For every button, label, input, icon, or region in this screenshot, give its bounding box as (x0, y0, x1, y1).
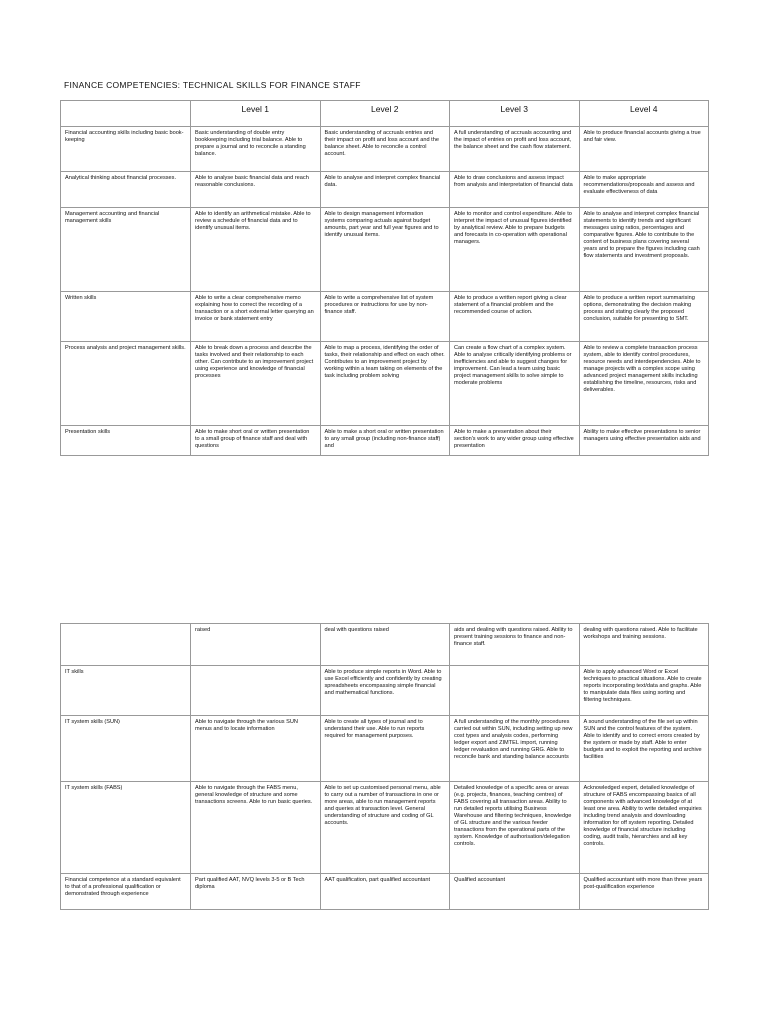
level-2-cell: Able to design management information systems comparing actuals against budget amounts, part year and full year figures and to identify unusual items. (320, 208, 450, 292)
skill-name: Written skills (61, 292, 191, 342)
document-title: FINANCE COMPETENCIES: TECHNICAL SKILLS FOR FINANCE STAFF (64, 80, 361, 90)
level-2-cell: Able to analyse and interpret complex financial data. (320, 172, 450, 208)
level-2-cell: Able to create all types of journal and to understand their use. Able to run reports required for management purposes. (320, 716, 450, 782)
level-3-cell: A full understanding of accruals accounting and the impact of entries on profit and loss account, the balance sheet and the cash flow statement. (450, 127, 580, 172)
level-1-cell: Able to write a clear comprehensive memo explaining how to correct the recording of a transaction or a short external letter querying an invoice or bank statement entry (191, 292, 321, 342)
level-4-cell: Qualified accountant with more than three years post-qualification experience (579, 874, 709, 910)
skill-name: Analytical thinking about financial processes. (61, 172, 191, 208)
level-2-cell: Able to write a comprehensive list of system procedures or instructions for use by non-finance staff. (320, 292, 450, 342)
level-1-cell: Able to break down a process and describe the tasks involved and their relationship to each other. Can contribute to an improvement project using experience and knowledge of financial processes (191, 342, 321, 426)
table-row (61, 874, 709, 910)
level-1-cell: Able to navigate through the various SUN menus and to locate information (191, 716, 321, 782)
level-4-cell: dealing with questions raised. Able to facilitate workshops and training sessions. (579, 624, 709, 666)
skill-name: Financial competence at a standard equivalent to that of a professional qualification or demonstrated through experience (61, 874, 191, 910)
table-row (61, 716, 709, 782)
level-4-cell: Acknowledged expert, detailed knowledge of structure of FABS encompassing basics of all components with advanced knowledge of at least one area. Ability to write detailed enquiries including trend analysis and downloading information for off system reporting. Detailed knowledge of financial structure including coding, audit trails, hierarchies and all key controls. (579, 782, 709, 874)
table-row (61, 172, 709, 208)
level-1-cell (191, 666, 321, 716)
level-1-cell: Able to make short oral or written presentation to a small group of finance staff and deal with questions (191, 426, 321, 456)
level-2-cell: AAT qualification, part qualified accountant (320, 874, 450, 910)
table-row (61, 208, 709, 292)
level-1-cell: Part qualified AAT, NVQ levels 3-5 or B Tech diploma (191, 874, 321, 910)
skill-name: IT skills (61, 666, 191, 716)
level-1-cell: Basic understanding of double entry bookkeeping including trial balance. Able to prepare a journal and to reconcile a standing balance. (191, 127, 321, 172)
table-row (61, 127, 709, 172)
skill-name: Financial accounting skills including basic book-keeping (61, 127, 191, 172)
level-3-cell: Able to make a presentation about their section's work to any wider group using effective presentation (450, 426, 580, 456)
level-3-cell: Able to monitor and control expenditure. Able to interpret the impact of unusual figures identified by analytical review. Able to prepare budgets and forecasts in co-operation with operational managers. (450, 208, 580, 292)
level-2-cell: Able to set up customised personal menu, able to carry out a number of transactions in one or more areas, able to run management reports and queries at transaction level. General understanding of structure and coding of GL accounts. (320, 782, 450, 874)
level-2-cell: Able to map a process, identifying the order of tasks, their relationship and effect on each other. Contributes to an improvement project by working within a team taking on elements of the task including problem solving (320, 342, 450, 426)
level-3-cell: aids and dealing with questions raised. Ability to present training sessions to finance and non-finance staff. (450, 624, 580, 666)
skill-name: Process analysis and project management skills. (61, 342, 191, 426)
table-row (61, 292, 709, 342)
competencies-table-page-1 (60, 100, 709, 456)
level-3-cell: Able to draw conclusions and assess impact from analysis and interpretation of financial data (450, 172, 580, 208)
level-1-cell: Able to navigate through the FABS menu, general knowledge of structure and some transactions screens. Able to run basic queries. (191, 782, 321, 874)
level-2-cell: deal with questions raised (320, 624, 450, 666)
header-level-3: Level 3 (450, 101, 580, 127)
header-blank (61, 101, 191, 127)
level-4-cell: Able to analyse and interpret complex financial statements to identify trends and significant messages using ratios, percentages and comparative figures. Able to contribute to the content of business plans covering several years and to prepare the figures including cash flow statements and investment proposals. (579, 208, 709, 292)
table-row (61, 426, 709, 456)
competencies-table-page-2 (60, 623, 709, 910)
level-3-cell: Can create a flow chart of a complex system. Able to analyse critically identifying problems or inefficiencies and able to suggest changes for improvement. Can lead a team using basic project management skills to solve simple to moderate problems (450, 342, 580, 426)
level-1-cell: raised (191, 624, 321, 666)
level-4-cell: Able to make appropriate recommendations/proposals and assess and evaluate effectiveness of data (579, 172, 709, 208)
level-3-cell (450, 666, 580, 716)
level-2-cell: Able to produce simple reports in Word. Able to use Excel efficiently and confidently by creating spreadsheets encompassing simple financial and mathematical functions. (320, 666, 450, 716)
level-4-cell: Able to produce financial accounts giving a true and fair view. (579, 127, 709, 172)
level-3-cell: Detailed knowledge of a specific area or areas (e.g. projects, finances, teaching centres) of FABS covering all transaction areas. Ability to run detailed reports utilising Business Warehouse and filtering techniques, knowledge of GL structure and the various feeder transactions from the operational parts of the system. Knowledge of authorisation/delegation controls. (450, 782, 580, 874)
level-1-cell: Able to identify an arithmetical mistake. Able to review a schedule of financial data and to identify unusual items. (191, 208, 321, 292)
level-4-cell: Able to review a complete transaction process system, able to identify control procedures, resource needs and interdependencies. Able to manage projects with a complex scope using advanced project management skills including establishing the timeline, resources, risks and deliverables. (579, 342, 709, 426)
level-4-cell: A sound understanding of the file set up within SUN and the control features of the system. Able to identify and to correct errors created by the system or made by staff. Able to enter budgets and to exploit the reporting and archive facilities (579, 716, 709, 782)
header-level-4: Level 4 (579, 101, 709, 127)
skill-name: Management accounting and financial management skills (61, 208, 191, 292)
level-3-cell: Able to produce a written report giving a clear statement of a financial problem and the recommended course of action. (450, 292, 580, 342)
skill-name: IT system skills (SUN) (61, 716, 191, 782)
level-2-cell: Able to make a short oral or written presentation to any small group (including non-finance staff) and (320, 426, 450, 456)
level-2-cell: Basic understanding of accruals entries and their impact on profit and loss account and the balance sheet. Able to reconcile a control account. (320, 127, 450, 172)
table-row (61, 624, 709, 666)
level-4-cell: Able to apply advanced Word or Excel techniques to practical situations. Able to create reports incorporating text/data and graphs. Able to manipulate data files using sorting and filtering techniques. (579, 666, 709, 716)
level-4-cell: Able to produce a written report summarising options, demonstrating the decision making process and stating clearly the proposed conclusion, suitable for presenting to SMT. (579, 292, 709, 342)
header-level-2: Level 2 (320, 101, 450, 127)
skill-name: IT system skills (FABS) (61, 782, 191, 874)
table-row (61, 782, 709, 874)
table-row (61, 342, 709, 426)
header-level-1: Level 1 (191, 101, 321, 127)
level-3-cell: A full understanding of the monthly procedures carried out within SUN, including setting up new cost types and analysis codes, performing ledger export and ZIMTEL import, running ledger revaluation and running GRG. Able to reconcile bank and standing balance accounts (450, 716, 580, 782)
level-4-cell: Ability to make effective presentations to senior managers using effective presentation aids and (579, 426, 709, 456)
table-row (61, 666, 709, 716)
skill-name (61, 624, 191, 666)
skill-name: Presentation skills (61, 426, 191, 456)
level-3-cell: Qualified accountant (450, 874, 580, 910)
header-row (61, 101, 709, 127)
level-1-cell: Able to analyse basic financial data and reach reasonable conclusions. (191, 172, 321, 208)
